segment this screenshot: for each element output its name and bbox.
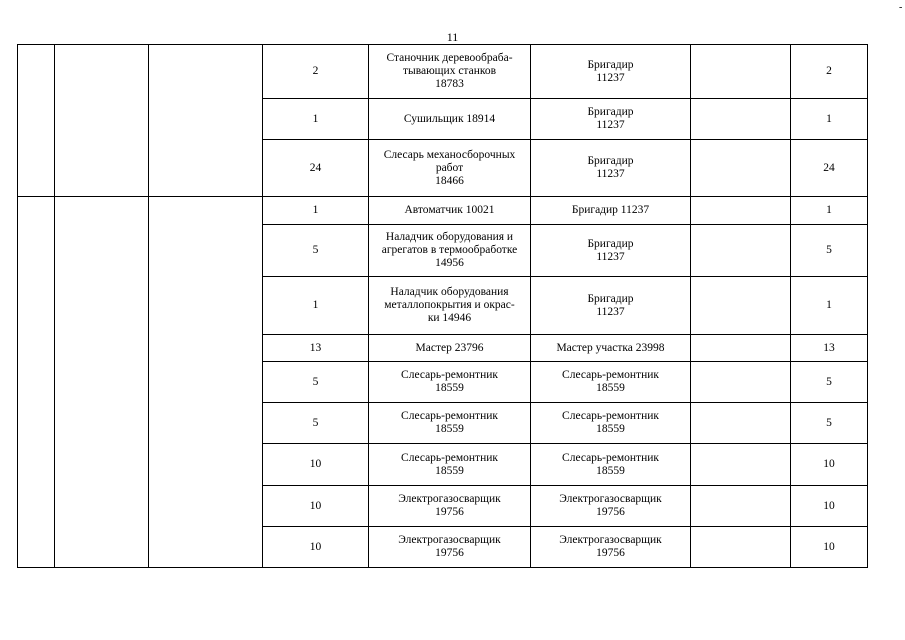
- count-cell: 13: [263, 335, 369, 362]
- profession-cell: Автоматчик 10021: [369, 197, 531, 225]
- table-row: [18, 197, 868, 225]
- count-cell: 10: [263, 444, 369, 486]
- workers-table: [17, 44, 868, 568]
- blank-col-7: [691, 486, 791, 527]
- table-row: [18, 45, 868, 99]
- profession-cell: Наладчик оборудования и агрегатов в термообработке 14956: [369, 225, 531, 277]
- total-cell: 24: [791, 140, 868, 197]
- total-cell: 1: [791, 277, 868, 335]
- blank-col-7: [691, 197, 791, 225]
- supervisor-cell: Бригадир 11237: [531, 197, 691, 225]
- profession-cell: Наладчик оборудования металлопокрытия и окрас- ки 14946: [369, 277, 531, 335]
- blank-col-7: [691, 140, 791, 197]
- total-cell: 5: [791, 362, 868, 403]
- blank-col-7: [691, 45, 791, 99]
- total-cell: 10: [791, 527, 868, 568]
- blank-col-1: [18, 197, 55, 568]
- corner-mark: -: [899, 2, 903, 13]
- blank-col-7: [691, 277, 791, 335]
- blank-col-7: [691, 362, 791, 403]
- total-cell: 1: [791, 99, 868, 140]
- total-cell: 13: [791, 335, 868, 362]
- count-cell: 5: [263, 225, 369, 277]
- supervisor-cell: Бригадир 11237: [531, 277, 691, 335]
- supervisor-cell: Электрогазосварщик 19756: [531, 527, 691, 568]
- count-cell: 1: [263, 197, 369, 225]
- count-cell: 5: [263, 403, 369, 444]
- profession-cell: Слесарь-ремонтник 18559: [369, 444, 531, 486]
- profession-cell: Слесарь механосборочных работ 18466: [369, 140, 531, 197]
- total-cell: 5: [791, 225, 868, 277]
- profession-cell: Электрогазосварщик 19756: [369, 527, 531, 568]
- total-cell: 10: [791, 486, 868, 527]
- profession-cell: Станочник деревообраба- тывающих станков 18783: [369, 45, 531, 99]
- blank-col-7: [691, 444, 791, 486]
- count-cell: 10: [263, 486, 369, 527]
- count-cell: 10: [263, 527, 369, 568]
- profession-cell: Слесарь-ремонтник 18559: [369, 403, 531, 444]
- blank-col-1: [18, 45, 55, 197]
- blank-col-3: [149, 45, 263, 197]
- supervisor-cell: Бригадир 11237: [531, 140, 691, 197]
- blank-col-2: [55, 197, 149, 568]
- profession-cell: Сушильщик 18914: [369, 99, 531, 140]
- supervisor-cell: Бригадир 11237: [531, 225, 691, 277]
- count-cell: 24: [263, 140, 369, 197]
- count-cell: 1: [263, 277, 369, 335]
- blank-col-7: [691, 403, 791, 444]
- count-cell: 2: [263, 45, 369, 99]
- profession-cell: Слесарь-ремонтник 18559: [369, 362, 531, 403]
- total-cell: 2: [791, 45, 868, 99]
- count-cell: 5: [263, 362, 369, 403]
- total-cell: 5: [791, 403, 868, 444]
- blank-col-7: [691, 335, 791, 362]
- page-number: 11: [446, 30, 459, 44]
- blank-col-7: [691, 527, 791, 568]
- supervisor-cell: Слесарь-ремонтник 18559: [531, 403, 691, 444]
- supervisor-cell: Бригадир 11237: [531, 99, 691, 140]
- blank-col-7: [691, 99, 791, 140]
- count-cell: 1: [263, 99, 369, 140]
- blank-col-2: [55, 45, 149, 197]
- supervisor-cell: Бригадир 11237: [531, 45, 691, 99]
- supervisor-cell: Слесарь-ремонтник 18559: [531, 444, 691, 486]
- blank-col-7: [691, 225, 791, 277]
- total-cell: 1: [791, 197, 868, 225]
- profession-cell: Электрогазосварщик 19756: [369, 486, 531, 527]
- blank-col-3: [149, 197, 263, 568]
- supervisor-cell: Мастер участка 23998: [531, 335, 691, 362]
- supervisor-cell: Слесарь-ремонтник 18559: [531, 362, 691, 403]
- profession-cell: Мастер 23796: [369, 335, 531, 362]
- supervisor-cell: Электрогазосварщик 19756: [531, 486, 691, 527]
- total-cell: 10: [791, 444, 868, 486]
